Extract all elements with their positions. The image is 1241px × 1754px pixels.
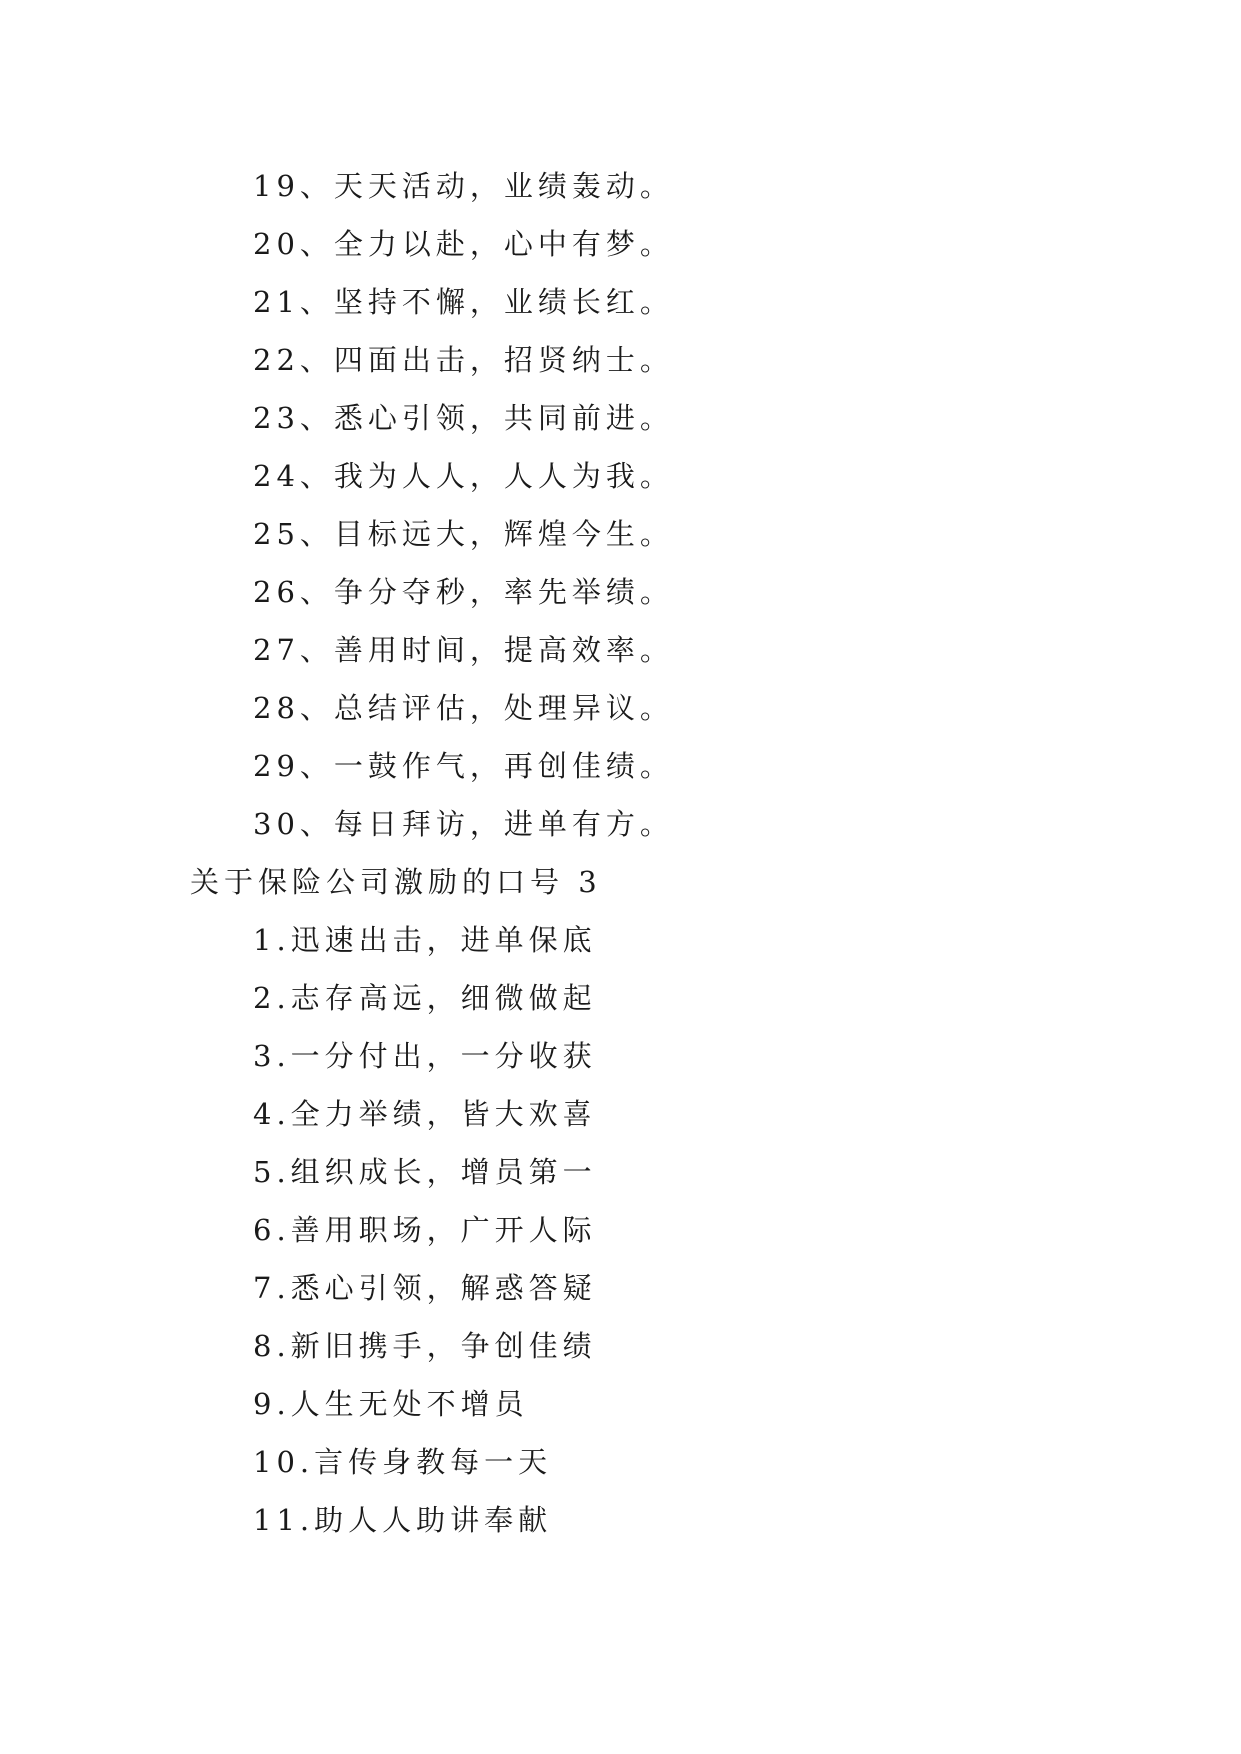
slogan-item-27: 27、善用时间，提高效率。	[253, 633, 674, 667]
slogan3-item-5: 5.组织成长，增员第一	[253, 1155, 597, 1189]
slogan3-item-2: 2.志存高远，细微做起	[253, 981, 597, 1015]
section-heading: 关于保险公司激励的口号 3	[190, 865, 602, 899]
slogan3-item-8: 8.新旧携手，争创佳绩	[253, 1329, 597, 1363]
slogan3-item-11: 11.助人人助讲奉献	[253, 1503, 553, 1537]
slogan-item-26: 26、争分夺秒，率先举绩。	[253, 575, 674, 609]
slogan-item-19: 19、天天活动，业绩轰动。	[253, 169, 674, 203]
slogan3-item-10: 10.言传身教每一天	[253, 1445, 553, 1479]
slogan3-item-7: 7.悉心引领，解惑答疑	[253, 1271, 597, 1305]
slogan3-item-9: 9.人生无处不增员	[253, 1387, 529, 1421]
slogan3-item-1: 1.迅速出击，进单保底	[253, 923, 597, 957]
slogan-item-24: 24、我为人人，人人为我。	[253, 459, 674, 493]
slogan-item-30: 30、每日拜访，进单有方。	[253, 807, 674, 841]
slogan3-item-3: 3.一分付出，一分收获	[253, 1039, 597, 1073]
slogan-item-21: 21、坚持不懈，业绩长红。	[253, 285, 674, 319]
slogan3-item-4: 4.全力举绩，皆大欢喜	[253, 1097, 597, 1131]
slogan-item-25: 25、目标远大，辉煌今生。	[253, 517, 674, 551]
slogan-item-29: 29、一鼓作气，再创佳绩。	[253, 749, 674, 783]
slogan3-item-6: 6.善用职场，广开人际	[253, 1213, 597, 1247]
slogan-item-23: 23、悉心引领，共同前进。	[253, 401, 674, 435]
slogan-item-28: 28、总结评估，处理异议。	[253, 691, 674, 725]
slogan-item-22: 22、四面出击，招贤纳士。	[253, 343, 674, 377]
slogan-item-20: 20、全力以赴，心中有梦。	[253, 227, 674, 261]
